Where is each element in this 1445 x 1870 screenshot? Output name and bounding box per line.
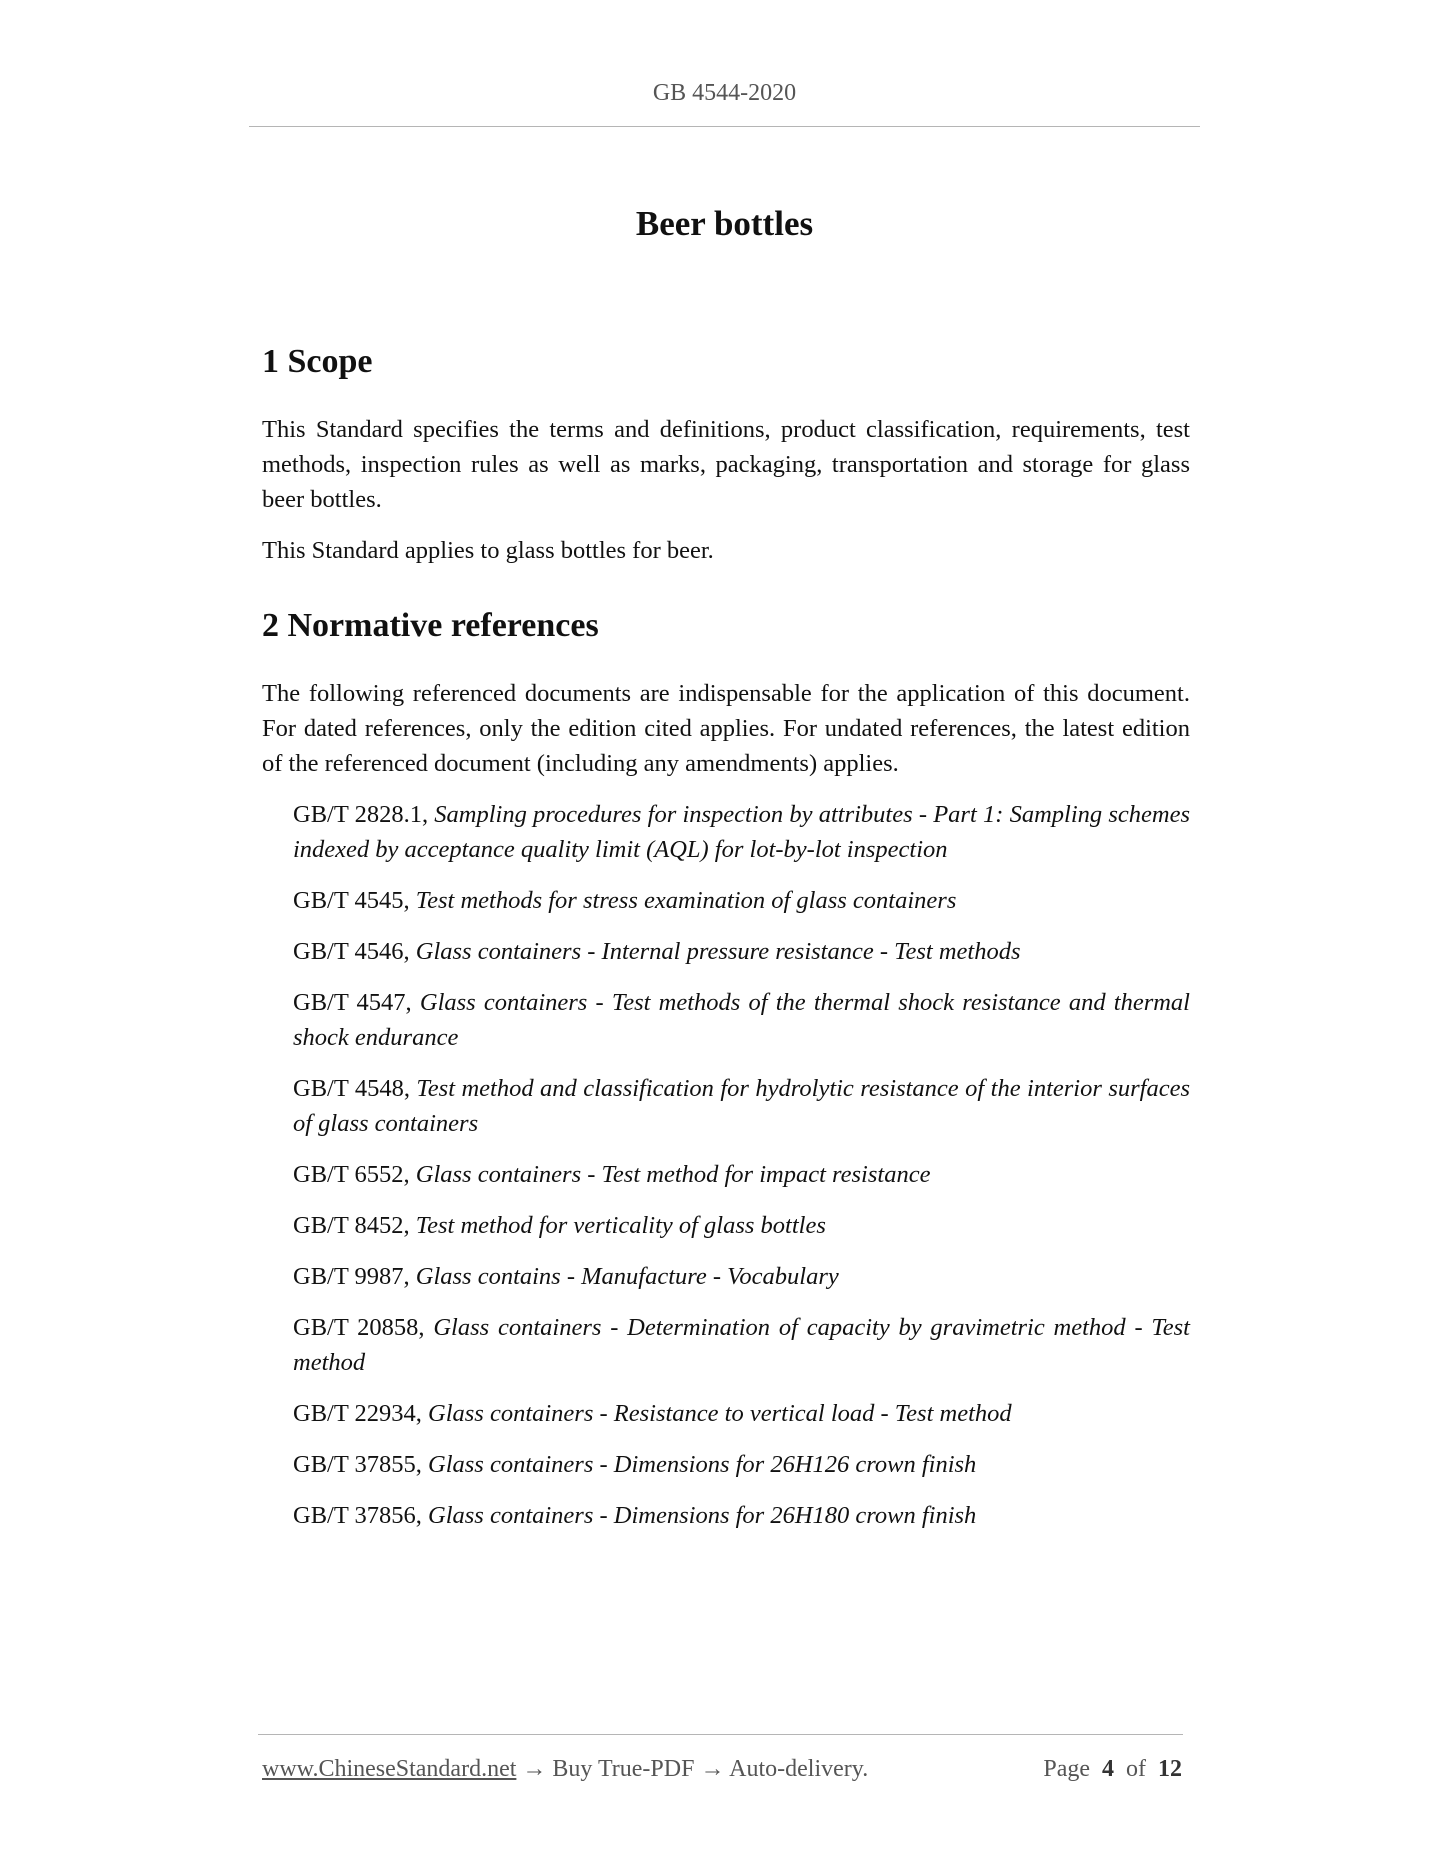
reference-title: Test method and classification for hydrolytic resistance of the interior surfaces of glass containers (293, 1075, 1191, 1137)
reference-item (293, 934, 1190, 969)
reference-title: Glass contains - Manufacture - Vocabulary (415, 1263, 839, 1290)
section-heading-scope: 1 Scope (262, 343, 373, 380)
reference-item (293, 985, 1190, 1055)
page-number: 4 (1102, 1756, 1114, 1782)
header-divider (249, 126, 1200, 127)
reference-title: Test methods for stress examination of glass containers (415, 887, 957, 914)
reference-title: Glass containers - Dimensions for 26H126 crown finish (428, 1451, 977, 1478)
reference-title: Sampling procedures for inspection by attributes - Part 1: Sampling schemes indexed by acceptance quality limit (AQL) for lot-by-lot inspection (293, 801, 1190, 863)
document-title: Beer bottles (635, 204, 814, 243)
reference-code: GB/T 4545, (293, 887, 416, 914)
page-total: 12 (1158, 1756, 1182, 1782)
footer-divider (258, 1734, 1183, 1735)
reference-code: GB/T 6552, (293, 1161, 416, 1188)
reference-item (293, 1498, 1190, 1533)
reference-title: Test method for verticality of glass bottles (415, 1212, 826, 1239)
reference-code: GB/T 4546, (293, 938, 416, 965)
reference-title: Glass containers - Determination of capacity by gravimetric method - Test method (293, 1314, 1190, 1376)
reference-code: GB/T 8452, (293, 1212, 416, 1239)
reference-item (293, 1447, 1190, 1482)
reference-code: GB/T 20858, (293, 1314, 434, 1341)
reference-item (293, 1157, 1190, 1192)
auto-delivery-text: Auto-delivery. (729, 1756, 869, 1782)
normative-intro-paragraph: The following referenced documents are indispensable for the application of this document. For dated references, only the edition cited applies. For undated references, the latest edition of the referenced document (including any amendments) applies. (262, 680, 1190, 777)
scope-paragraph-1: This Standard specifies the terms and definitions, product classification, requirements, test methods, inspection rules as well as marks, packaging, transportation and storage for glass beer bottles. (262, 416, 1190, 513)
arrow-icon: → (516, 1756, 553, 1782)
footer-left (262, 1756, 868, 1783)
reference-item (293, 1259, 1190, 1294)
reference-code: GB/T 22934, (293, 1400, 428, 1427)
reference-title: Glass containers - Dimensions for 26H180 crown finish (428, 1502, 977, 1529)
reference-code: GB/T 9987, (293, 1263, 416, 1290)
reference-item (293, 1071, 1190, 1141)
reference-code: GB/T 4548, (293, 1075, 417, 1102)
reference-title: Glass containers - Test method for impact resistance (415, 1161, 931, 1188)
document-body (262, 340, 1190, 1549)
page-label: Page (1043, 1756, 1090, 1782)
reference-item (293, 1396, 1190, 1431)
reference-title: Glass containers - Test methods of the thermal shock resistance and thermal shock endurance (293, 989, 1190, 1051)
reference-item (293, 883, 1190, 918)
reference-code: GB/T 4547, (293, 989, 420, 1016)
reference-item (293, 797, 1190, 867)
reference-item (293, 1310, 1190, 1380)
buy-pdf-text: Buy True-PDF (552, 1756, 695, 1782)
reference-code: GB/T 2828.1, (293, 801, 435, 828)
reference-title: Glass containers - Resistance to vertical load - Test method (428, 1400, 1012, 1427)
reference-code: GB/T 37856, (293, 1502, 428, 1529)
reference-title: Glass containers - Internal pressure resistance - Test methods (415, 938, 1021, 965)
of-label: of (1126, 1756, 1146, 1782)
page-indicator (1043, 1756, 1182, 1783)
scope-paragraph-2: This Standard applies to glass bottles for beer. (262, 537, 714, 564)
page-header: GB 4544-2020 (652, 80, 797, 106)
reference-code: GB/T 37855, (293, 1451, 428, 1478)
reference-list (262, 797, 1190, 1533)
arrow-icon: → (694, 1756, 730, 1782)
website-link[interactable]: www.ChineseStandard.net (262, 1756, 517, 1782)
section-heading-normative-references: 2 Normative references (262, 607, 599, 644)
page-footer (262, 1756, 1182, 1783)
reference-item (293, 1208, 1190, 1243)
